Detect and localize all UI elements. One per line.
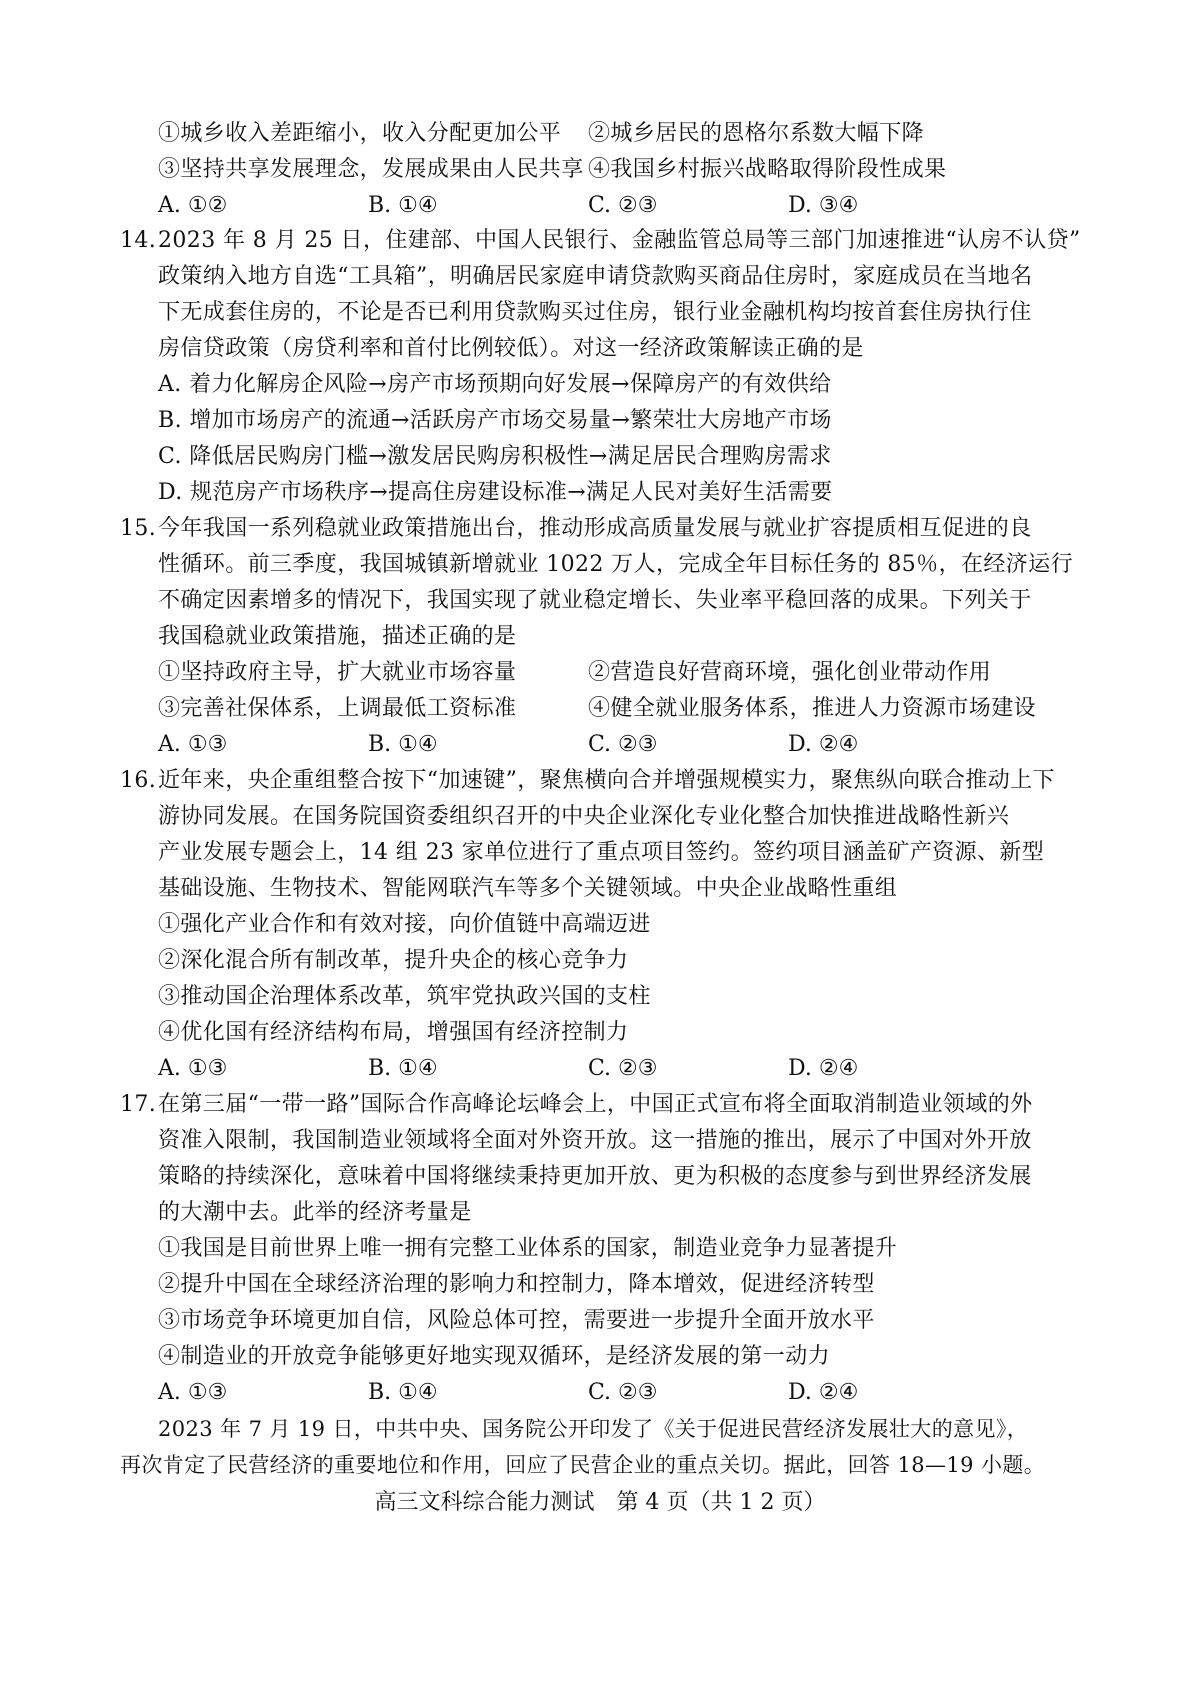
q13-option-d: D. ③④ [788, 193, 859, 218]
q15-number: 15. [120, 516, 157, 541]
q15-statement-2: ②营造良好营商环境，强化创业带动作用 [588, 660, 992, 685]
q16-statement-1: ①强化产业合作和有效对接，向价值链中高端迈进 [158, 912, 651, 937]
q13-statement-2: ②城乡居民的恩格尔系数大幅下降 [588, 121, 925, 146]
q16-option-a: A. ①③ [158, 1056, 228, 1081]
q15-stem-line-4: 我国稳就业政策措施，描述正确的是 [158, 624, 517, 649]
material-line-2: 再次肯定了民营经济的重要地位和作用，回应了民营企业的重点关切。据此，回答 18—19 小题。 [120, 1453, 1046, 1477]
q17-statement-3: ③市场竞争环境更加自信，风险总体可控，需要进一步提升全面开放水平 [158, 1308, 875, 1333]
q14-option-a: A. 着力化解房企风险→房产市场预期向好发展→保障房产的有效供给 [158, 372, 832, 397]
q16-stem-line-3: 产业发展专题会上，14 组 23 家单位进行了重点项目签约。签约项目涵盖矿产资源、新型 [158, 840, 1045, 865]
q14-stem-line-2: 政策纳入地方自选“工具箱”，明确居民家庭申请贷款购买商品住房时，家庭成员在当地名 [158, 264, 1033, 289]
q13-statement-4: ④我国乡村振兴战略取得阶段性成果 [588, 157, 947, 182]
q14-number: 14. [120, 228, 157, 253]
q15-stem-line-2: 性循环。前三季度，我国城镇新增就业 1022 万人，完成全年目标任务的 85％，在经济运行 [158, 552, 1073, 577]
q17-stem-line-4: 的大潮中去。此举的经济考量是 [158, 1200, 472, 1225]
page-footer: 高三文科综合能力测试 第 4 页（共 1 2 页） [374, 1490, 826, 1515]
q16-stem-line-4: 基础设施、生物技术、智能网联汽车等多个关键领域。中央企业战略性重组 [158, 876, 898, 901]
q13-option-b: B. ①④ [368, 193, 438, 218]
q16-option-b: B. ①④ [368, 1056, 438, 1081]
q16-stem-line-2: 游协同发展。在国务院国资委组织召开的中央企业深化专业化整合加快推进战略性新兴 [158, 804, 1010, 829]
q17-option-b: B. ①④ [368, 1380, 438, 1405]
q15-statement-1: ①坚持政府主导，扩大就业市场容量 [158, 660, 517, 685]
q15-statement-4: ④健全就业服务体系，推进人力资源市场建设 [588, 696, 1037, 721]
q17-stem-line-2: 资准入限制，我国制造业领域将全面对外资开放。这一措施的推出，展示了中国对外开放 [158, 1128, 1032, 1153]
q15-option-b: B. ①④ [368, 732, 438, 757]
q17-option-c: C. ②③ [588, 1380, 658, 1405]
q15-option-d: D. ②④ [788, 732, 859, 757]
q17-statement-4: ④制造业的开放竞争能够更好地实现双循环，是经济发展的第一动力 [158, 1344, 831, 1369]
q16-number: 16. [120, 768, 157, 793]
q16-statement-3: ③推动国企治理体系改革，筑牢党执政兴国的支柱 [158, 984, 651, 1009]
q15-stem-line-3: 不确定因素增多的情况下，我国实现了就业稳定增长、失业率平稳回落的成果。下列关于 [158, 588, 1032, 613]
q14-stem-line-1: 2023 年 8 月 25 日，住建部、中国人民银行、金融监管总局等三部门加速推进“认房不认贷” [158, 228, 1081, 253]
q14-option-c: C. 降低居民购房门槛→激发居民购房积极性→满足居民合理购房需求 [158, 444, 832, 469]
q14-option-b: B. 增加市场房产的流通→活跃房产市场交易量→繁荣壮大房地产市场 [158, 408, 832, 433]
material-line-1: 2023 年 7 月 19 日，中共中央、国务院公开印发了《关于促进民营经济发展壮大的意见》， [158, 1417, 1029, 1441]
q17-number: 17. [120, 1092, 157, 1117]
q13-statement-3: ③坚持共享发展理念，发展成果由人民共享 [158, 157, 584, 182]
q16-option-d: D. ②④ [788, 1056, 859, 1081]
q13-statement-1: ①城乡收入差距缩小，收入分配更加公平 [158, 121, 562, 146]
q14-stem-line-4: 房信贷政策（房贷利率和首付比例较低）。对这一经济政策解读正确的是 [158, 336, 864, 361]
q16-statement-4: ④优化国有经济结构布局，增强国有经济控制力 [158, 1020, 629, 1045]
q13-option-a: A. ①② [158, 193, 228, 218]
q15-statement-3: ③完善社保体系，上调最低工资标准 [158, 696, 517, 721]
q17-stem-line-3: 策略的持续深化，意味着中国将继续秉持更加开放、更为积极的态度参与到世界经济发展 [158, 1164, 1032, 1189]
q14-stem-line-3: 下无成套住房的，不论是否已利用贷款购买过住房，银行业金融机构均按首套住房执行住 [158, 300, 1032, 325]
q15-option-c: C. ②③ [588, 732, 658, 757]
q17-option-d: D. ②④ [788, 1380, 859, 1405]
q16-stem-line-1: 近年来，央企重组整合按下“加速键”，聚焦横向合并增强规模实力，聚焦纵向联合推动上下 [158, 768, 1055, 793]
q17-statement-1: ①我国是目前世界上唯一拥有完整工业体系的国家，制造业竞争力显著提升 [158, 1236, 898, 1261]
q16-statement-2: ②深化混合所有制改革，提升央企的核心竞争力 [158, 948, 629, 973]
q15-stem-line-1: 今年我国一系列稳就业政策措施出台，推动形成高质量发展与就业扩容提质相互促进的良 [158, 516, 1032, 541]
q13-option-c: C. ②③ [588, 193, 658, 218]
q16-option-c: C. ②③ [588, 1056, 658, 1081]
q17-stem-line-1: 在第三届“一带一路”国际合作高峰论坛峰会上，中国正式宣布将全面取消制造业领域的外 [158, 1092, 1033, 1117]
q17-option-a: A. ①③ [158, 1380, 228, 1405]
q17-statement-2: ②提升中国在全球经济治理的影响力和控制力，降本增效，促进经济转型 [158, 1272, 875, 1297]
q14-option-d: D. 规范房产市场秩序→提高住房建设标准→满足人民对美好生活需要 [158, 480, 833, 505]
q15-option-a: A. ①③ [158, 732, 228, 757]
